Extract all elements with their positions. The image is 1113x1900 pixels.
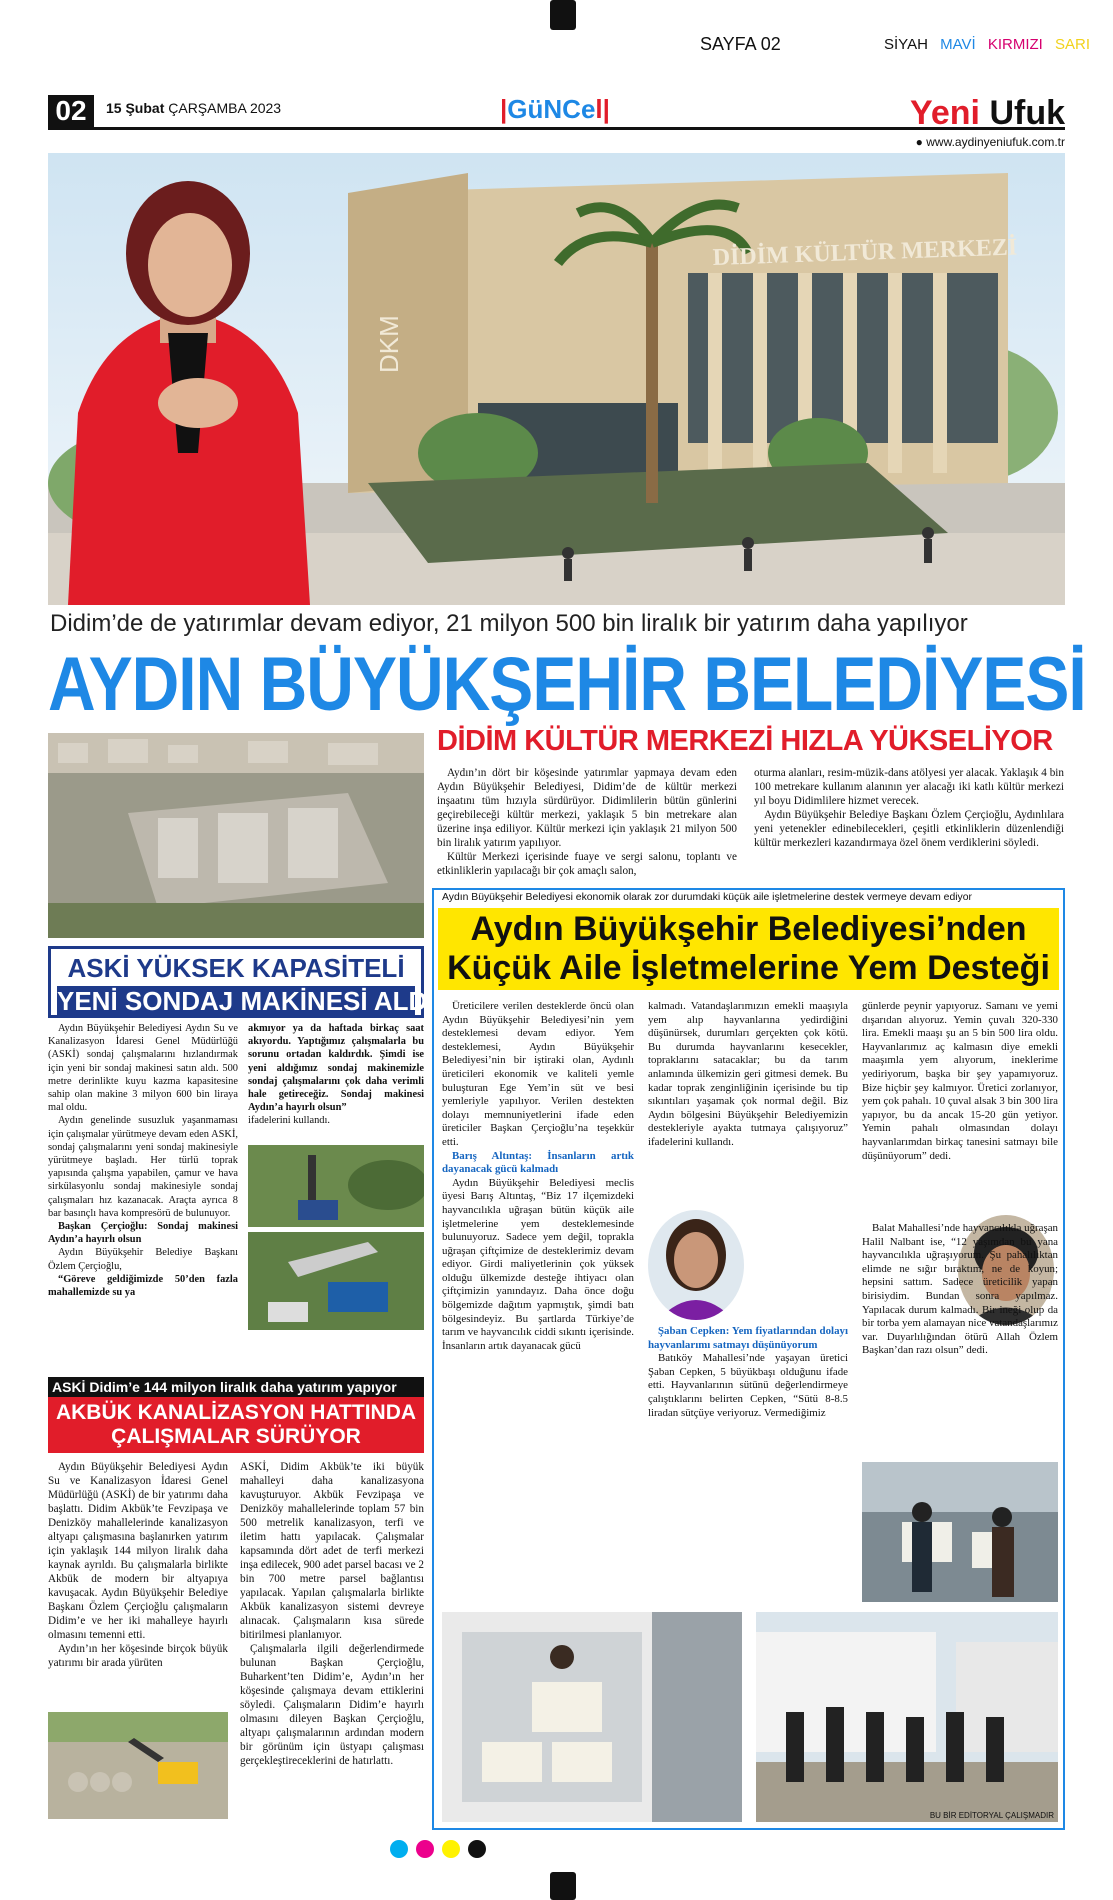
- yem-title-box: [438, 908, 1059, 990]
- registration-mark-bottom: [550, 1872, 576, 1900]
- aski-title-line2: YENİ SONDAJ MAKİNESİ ALDI: [57, 986, 435, 1016]
- color-black: SİYAH: [884, 36, 928, 53]
- black-dot: [468, 1840, 486, 1858]
- group-photo-trucks: [756, 1612, 1058, 1822]
- paragraph: oturma alanları, resim-müzik-dans atölyesi yer alacak. Yaklaşık 4 bin 100 metrekare kullanım alanının yer alacağı iki katlı kültür merkezi yıl boyu Didimlilere hizmet verecek.: [754, 767, 1064, 807]
- logo-word-2: Ufuk: [989, 94, 1065, 132]
- yem-kicker: Aydın Büyükşehir Belediyesi ekonomik olarak zor durumdaki küçük aile işletmelerine destek vermeye devam ediyor: [442, 892, 972, 903]
- date-day: 15 Şubat: [106, 100, 165, 116]
- paragraph: Aydın Büyükşehir Belediyesi Aydın Su ve Kanalizasyon İdaresi Genel Müdürlüğü (ASKİ) sondaj çalışmalarını hızlandırmak için yeni bir sondaj makinesi satın aldı. 500 metre derinlikte kuyu kazma kapasitesine sahip olan makine 3 milyon 600 bin liraya mal oldu.: [48, 1023, 238, 1114]
- construction-aerial-photo: [48, 733, 424, 938]
- yem-article-col1: [442, 1000, 634, 1353]
- paragraph: kalmadı. Vatandaşlarımızın emekli maaşıyla yem alıp hayvanlarına yedirdiğini düşünürsek, durumları gerçekten çok kötü. Bu durumda hayvanlarını kesecekler, topraklarını satacaklar; bu da tarım anlamında ülkemizin geri gitmesi demek. Bu kadar toprak zenginliğinin içerisinde bu tip sıkıntıları yaşamak çok normal değil. Biz Aydın bölgesini Büyükşehir Belediyemizin destekleriyle ayakta tutmaya çalışıyoruz” ifadelerini kullandı.: [648, 1000, 848, 1148]
- paragraph: Batıköy Mahallesi’nde yaşayan üretici Şaban Cepken, 5 büyükbaşı olduğunu ifade etti. Hayvanlarının sütünü değerlendirmeye çalıştıklarını belirten Cepken, “Sütü 8-8.5 liradan sütçüye veriyoruz. Vermediğimiz: [648, 1352, 848, 1419]
- mayor-portrait: [48, 153, 318, 605]
- kultur-article-col2: [754, 766, 1064, 850]
- website-url[interactable]: [916, 135, 1065, 149]
- kicker-headline: DİDİM KÜLTÜR MERKEZİ HIZLA YÜKSELİYOR: [437, 725, 1053, 757]
- page-number-box: 02: [48, 95, 94, 127]
- yem-article-col2b: [648, 1325, 848, 1420]
- paragraph: günlerde peynir yapıyoruz. Samanı ve yemi dışarıdan alıyoruz. Yemin çuvalı 320-330 lira. Emekli maaşı şu an 5 bin 500 lira oldu. Hayvanlarımız aç kalmasın diye emekli maaşımla yem alıyorum, ineklerime yediriyorum, başka bir şey yapamıyoruz. Bize hiçbir şey kalmıyor. Üretici zorlanıyor, yem çok pahalı. 10 çuval alsak 3 bin 300 lira yapıyor, bu da ancak 15-20 gün yetiyor. Yemin pahalı olmasından dolayı hayvanlarımdan birkaç tanesini satmayı bile düşünüyorum” dedi.: [862, 1000, 1058, 1162]
- yem-title-line1: Aydın Büyükşehir Belediyesi’nden: [470, 910, 1027, 948]
- paragraph-heading: Şaban Cepken: Yem fiyatlarından dolayı hayvanlarımı satmayı düşünüyorum: [648, 1325, 848, 1351]
- paragraph: Aydın Büyükşehir Belediye Başkanı Özlem Çerçioğlu, Aydınlılara yeni yetenekler edinebilecekleri, çeşitli etkinliklerin düzenlendiği kültür merkezleri kazandırmaya özel önem verdiklerini söyledi.: [754, 809, 1064, 849]
- registration-mark-top: [550, 0, 576, 30]
- editorial-credit: BU BİR EDİTORYAL ÇALIŞMADIR: [929, 1811, 1054, 1820]
- color-blue: MAVİ: [940, 36, 976, 53]
- akbuk-title-line1: AKBÜK KANALİZASYON HATTINDA: [55, 1401, 417, 1424]
- globe-icon: ●: [915, 135, 923, 149]
- section-logo-bar: |: [500, 94, 508, 124]
- paragraph: Aydın’ın her köşesinde birçok büyük yatırımı bir arada yürüten: [48, 1643, 228, 1669]
- issue-date: [106, 100, 281, 116]
- paragraph: Balat Mahallesi’nde hayvancılıkla uğraşan Halil Nalbant ise, “12 yaşımdan bu yana hayvancılıkla uğraşıyorum. Şu pahalılıktan elimde ne sığır bıraktım, ne de koyun; hepsini sattım. Sadece üreticilik yapan birisiydim. Bundan sonra yapılmaz. Yapılacak durum kalmadı. Bir ineği olup da bir torba yem alamayan nice vatandaşlarımız var. Duyarlılığından ötürü Allah Özlem Başkan’dan razı olsun” dedi.: [862, 1222, 1058, 1357]
- section-logo: [500, 94, 610, 125]
- yem-article-col2: [648, 1000, 848, 1150]
- paragraph: Aydın Büyükşehir Belediyesi Aydın Su ve Kanalizasyon İdaresi Genel Müdürlüğü (ASKİ) de bir yatırımı daha başlattı. Didim Akbük’te Fevzipaşa ve Denizköy mahallelerinde kanalizasyon altyapı çalışmasına başlanırken yatırım için yaklaşık 144 milyon liralık daha kaynak ayrıldı. Bu çalışmalarla birlikte Akbük de modern bir altyapıya kavuşacak. Aydın Büyükşehir Belediye Başkanı Özlem Çerçioğlu çalışmaların Didim’e ve her iki mahalleye hayırlı olmasını temenni etti.: [48, 1461, 228, 1641]
- section-logo-bar-end: |: [602, 94, 610, 124]
- building-side-sign: DKM: [374, 315, 404, 373]
- paragraph: Çalışmalarla ilgili değerlendirmede bulunan Başkan Çerçioğlu, Buharkent’ten Didim’e, Aydın’ın her köşesinde çalışmaya devam ettiklerini söyledi. Çalışmaların Didim’e hayırlı olmasını dileyen Başkan Çerçioğlu, altyapı çalışmalarının ardından modern bir görünüm için üstyapı çalışması gerçekleştireceklerini de hatırlattı.: [240, 1643, 424, 1767]
- section-name-end: l: [595, 94, 603, 124]
- website-url-text: www.aydinyeniufuk.com.tr: [926, 135, 1065, 149]
- yem-title-line2: Küçük Aile İşletmelerine Yem Desteği: [447, 949, 1050, 987]
- subheadline: Didim’de de yatırımlar devam ediyor, 21 milyon 500 bin liralık bir yatırım daha yapılıyor: [50, 610, 968, 637]
- paragraph: Kültür Merkezi içerisinde fuaye ve sergi salonu, toplantı ve etkinliklerin yapılacağı bir çok amaçlı salon,: [437, 851, 737, 877]
- print-color-dots: [390, 1840, 494, 1863]
- paragraph: ASKİ, Didim Akbük’te iki büyük mahalleyi daha kanalizasyona kavuşturuyor. Akbük Fevzipaşa ve Denizköy mahallelerinde toplam 57 bin 500 metrelik kanalizasyon, terfi ve iletim hattı yapılacak. Çalışmalar kapsamında dört adet de terfi merkezi inşa edilecek, 900 adet parsel bacası ve 2 bin 700 metre parsel bağlantısı yapılacak. Yapılan çalışmalarla birlikte Akbük kanalizasyon sistemi devreye alınacak. Çalışmaların kısa sürede bitirilmesi planlanıyor.: [240, 1461, 424, 1641]
- muhtar-portrait: [648, 1210, 744, 1320]
- kultur-article-col1: [437, 766, 737, 878]
- aski-article-col2: [248, 1022, 424, 1128]
- paragraph: Aydın genelinde susuzluk yaşanmaması için çalışmalar yürütmeye devam eden ASKİ, sondaj çalışmalarını yeni sondaj makinesiyle yürütmeye başladı. Her türlü toprak yapısında çalışma yapabilen, çamur ve hava sirkülasyonlu sondaj makinesiyle sondaj çalışmaları hız kazanacak. Araçta ayrıca 8 bar basınçlı hava kompresörü de bulunuyor.: [48, 1115, 238, 1219]
- paragraph: Aydın Büyükşehir Belediyesi meclis üyesi Barış Altıntaş, “Biz 17 ilçemizdeki hayvancılıkla uğraşan bütün küçük aile işletmelerine yem desteklemesinde bulunuyoruz. Sadece yem değil, toprakla uğraşan çiftçimize de desteklerimiz devam ediyor. Girdi maliyetlerinin çok yüksek olduğu ülkemizde desteğe ihtiyacı olan çiftçimizin yanındayız. Daha önce doğu bölgemizde dağıtım yapmıştık, şimdi batı bölgesindeyiz. Bu şartlarda Türkiye’de tarım ve hayvancılık ciddi sıkıntı içerisinde. İnsanların artık dayanacak gücü: [442, 1176, 634, 1352]
- yellow-dot: [442, 1840, 460, 1858]
- color-check-labels: [884, 36, 1090, 53]
- drilling-machine-photo-1: [248, 1145, 424, 1227]
- color-yellow: SARI: [1054, 36, 1090, 53]
- aski-title-line1: ASKİ YÜKSEK KAPASİTELİ: [67, 953, 405, 983]
- excavation-photo: [48, 1712, 228, 1819]
- truck-unloading-photo: [442, 1612, 742, 1822]
- paragraph: “Göreve geldiğimizde 50’den fazla mahallemizde su ya: [48, 1273, 238, 1299]
- akbuk-title-line2: ÇALIŞMALAR SÜRÜYOR: [111, 1425, 361, 1448]
- yem-article-col3b: [862, 1222, 1058, 1358]
- building-sign: DİDİM KÜLTÜR MERKEZİ: [712, 234, 1018, 271]
- akbuk-article-col2: [240, 1460, 424, 1768]
- newspaper-logo: [910, 94, 1065, 133]
- color-red: KIRMIZI: [987, 36, 1043, 53]
- main-headline: AYDIN BÜYÜKŞEHİR BELEDİYESİ: [48, 641, 1086, 727]
- paragraph-heading: Barış Altıntaş: İnsanların artık dayanacak gücü kalmadı: [442, 1149, 634, 1176]
- paragraph: ifadelerini kullandı.: [248, 1115, 330, 1127]
- paragraph-heading: Başkan Çerçioğlu: Sondaj makinesi Aydın’a hayırlı olsun: [48, 1221, 238, 1246]
- feed-distribution-photo-1: [862, 1462, 1058, 1602]
- magenta-dot: [416, 1840, 434, 1858]
- yem-article-col3: [862, 1000, 1058, 1163]
- section-name: GüNCe: [507, 94, 596, 124]
- page-number-label: SAYFA 02: [700, 34, 781, 54]
- akbuk-title-box: [48, 1377, 424, 1453]
- cyan-dot: [390, 1840, 408, 1858]
- paragraph: Aydın’ın dört bir köşesinde yatırımlar yapmaya devam eden Aydın Büyükşehir Belediyesi, Didim’de de kültür merkezi inşaatını tüm hızıyla sürdürüyor. Didimlilerin bütün günlerini geçirebileceği kültür merkezi, yaklaşık 5 bin metrekare alan üzerine inşa ediliyor. Kültür merkezi için yaklaşık 21 milyon 500 bin liralık yatırım yapılıyor.: [437, 767, 737, 849]
- drilling-machine-photo-2: [248, 1232, 424, 1330]
- paragraph: akmıyor ya da haftada birkaç saat akıyordu. Yaptığımız çalışmalarla bu sorunu ortadan kaldırdık. Şimdi ise yeni aldığımız sondaj makinemizle sondaj çalışmalarını çok daha verimli hale getireceğiz. Sondaj makinesi Aydın’a hayırlı olsun”: [248, 1023, 424, 1114]
- aski-title-box: [48, 946, 435, 1018]
- date-rest: ÇARŞAMBA 2023: [168, 100, 282, 116]
- aski-article-col1: [48, 1022, 238, 1299]
- paragraph: Üreticilere verilen desteklerde öncü olan Aydın Büyükşehir Belediyesi’nin yem desteklemesi devam ediyor. Yem desteklemesi, Aydın Büyükşehir Belediyesi’nin bir iştiraki olan, Aydınlı üreticileri ekonomik ve kaliteli yemle buluşturan Ege Yem’in süt ve besi yemleriyle yapılıyor. Verilen destekten dolayı memnuniyetlerini ifade eden üreticiler Başkan Çerçioğlu’na teşekkür etti.: [442, 1000, 634, 1148]
- paragraph: Aydın Büyükşehir Belediye Başkanı Özlem Çerçioğlu,: [48, 1247, 238, 1272]
- logo-word-1: Yeni: [910, 94, 980, 132]
- akbuk-kicker: ASKİ Didim’e 144 milyon liralık daha yatırım yapıyor: [48, 1377, 424, 1397]
- hero-rendering: [48, 153, 1065, 605]
- akbuk-article-col1: [48, 1460, 228, 1670]
